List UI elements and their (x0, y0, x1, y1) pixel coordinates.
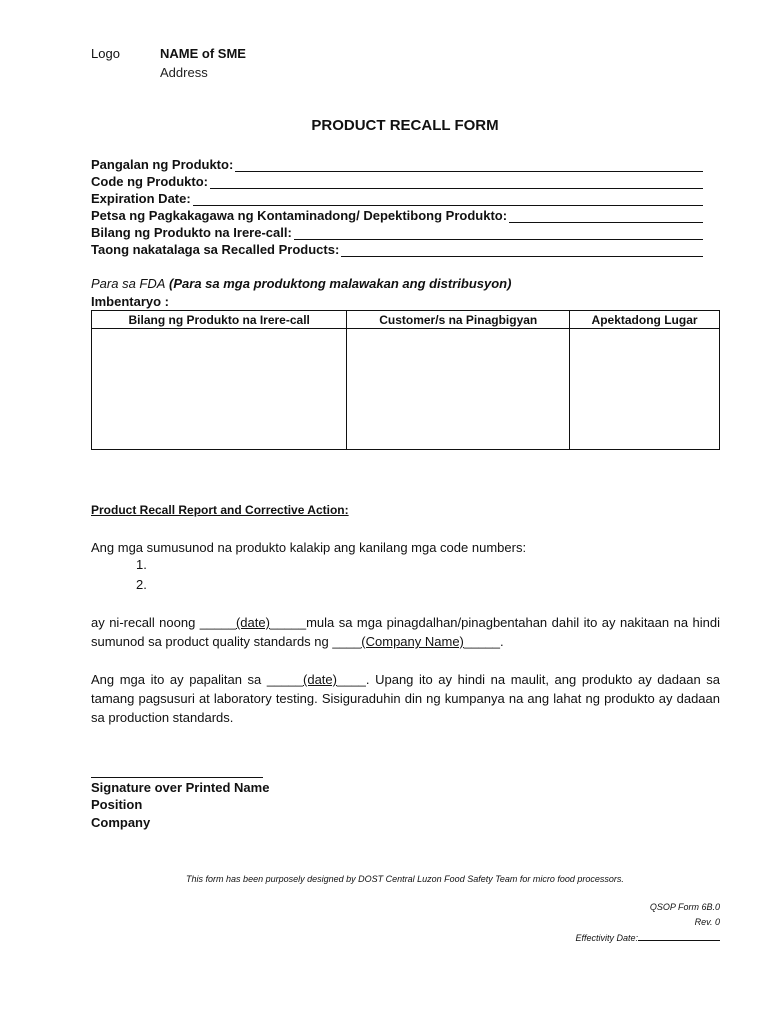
field-label: Bilang ng Produkto na Irere-call: (91, 225, 292, 240)
field-recall-quantity (91, 223, 703, 240)
signature-label: Signature over Printed Name (91, 780, 270, 795)
text-segment: _____. (463, 634, 504, 649)
logo-placeholder: Logo (91, 46, 120, 61)
company-label: Company (91, 815, 151, 830)
table-cell[interactable] (347, 329, 570, 450)
footer-note: This form has been purposely designed by DOST Central Luzon Food Safety Team for micro food processors. (186, 874, 624, 884)
fill-line[interactable] (193, 193, 703, 206)
revision: Rev. 0 (694, 917, 720, 927)
text-segment: Ang mga ito ay papalitan sa _____ (91, 672, 304, 687)
fda-suffix: (Para sa mga produktong malawakan ang distribusyon) (169, 276, 512, 291)
inventory-table (91, 310, 720, 450)
sme-address: Address (160, 65, 208, 80)
field-product-name (91, 155, 703, 172)
text-segment: ay ni-recall noong _____ (91, 615, 236, 630)
fill-line[interactable] (341, 244, 703, 257)
text-segment: _____mula sa mga pinagdalhan/pinagbentahan dahil ito ay nakitaan na hindi sumunod sa product quality standards ng ____ (91, 615, 720, 649)
list-item: 1. (136, 557, 147, 572)
inventory-label: Imbentaryo : (91, 294, 170, 309)
date-placeholder: (date) (303, 672, 337, 687)
report-paragraph-1 (91, 613, 720, 651)
table-header-row (92, 311, 720, 329)
report-paragraph-2 (91, 670, 720, 727)
effectivity-label: Effectivity Date: (575, 933, 638, 943)
fill-line[interactable] (235, 159, 703, 172)
field-expiration-date (91, 189, 703, 206)
table-cell[interactable] (92, 329, 347, 450)
field-label: Pangalan ng Produkto: (91, 157, 234, 172)
report-intro: Ang mga sumusunod na produkto kalakip ang kanilang mga code numbers: (91, 540, 527, 555)
text-segment: ____. Upang ito ay hindi na maulit, ang produkto ay dadaan sa tamang pagsusuri at laboratory testing. Sisiguraduhin din ng kumpanya na ang lahat ng produkto ay dadaan sa production standards. (91, 672, 720, 725)
company-name-placeholder: (Company Name) (361, 634, 464, 649)
effectivity-date (575, 932, 720, 943)
table-cell[interactable] (570, 329, 720, 450)
fill-line[interactable] (509, 210, 703, 223)
fill-line[interactable] (210, 176, 703, 189)
table-row (92, 329, 720, 450)
effectivity-fill-line[interactable] (638, 932, 720, 941)
form-title: PRODUCT RECALL FORM (311, 117, 499, 134)
fda-note (91, 276, 511, 291)
field-assigned-person (91, 240, 703, 257)
column-header: Customer/s na Pinagbigyan (347, 311, 570, 329)
list-item: 2. (136, 577, 147, 592)
report-heading: Product Recall Report and Corrective Action: (91, 503, 349, 517)
fill-line[interactable] (294, 227, 703, 240)
column-header: Bilang ng Produkto na Irere-call (92, 311, 347, 329)
sme-name: NAME of SME (160, 46, 246, 61)
field-label: Expiration Date: (91, 191, 191, 206)
column-header: Apektadong Lugar (570, 311, 720, 329)
signature-line[interactable] (91, 776, 263, 778)
position-label: Position (91, 797, 143, 812)
field-label: Taong nakatalaga sa Recalled Products: (91, 242, 340, 257)
date-placeholder: (date) (235, 615, 270, 630)
form-number: QSOP Form 6B.0 (649, 902, 720, 912)
field-label: Petsa ng Pagkakagawa ng Kontaminadong/ Depektibong Produkto: (91, 208, 508, 223)
field-label: Code ng Produkto: (91, 174, 208, 189)
field-manufacture-date (91, 206, 703, 223)
fda-prefix: Para sa FDA (91, 276, 166, 291)
field-product-code (91, 172, 703, 189)
